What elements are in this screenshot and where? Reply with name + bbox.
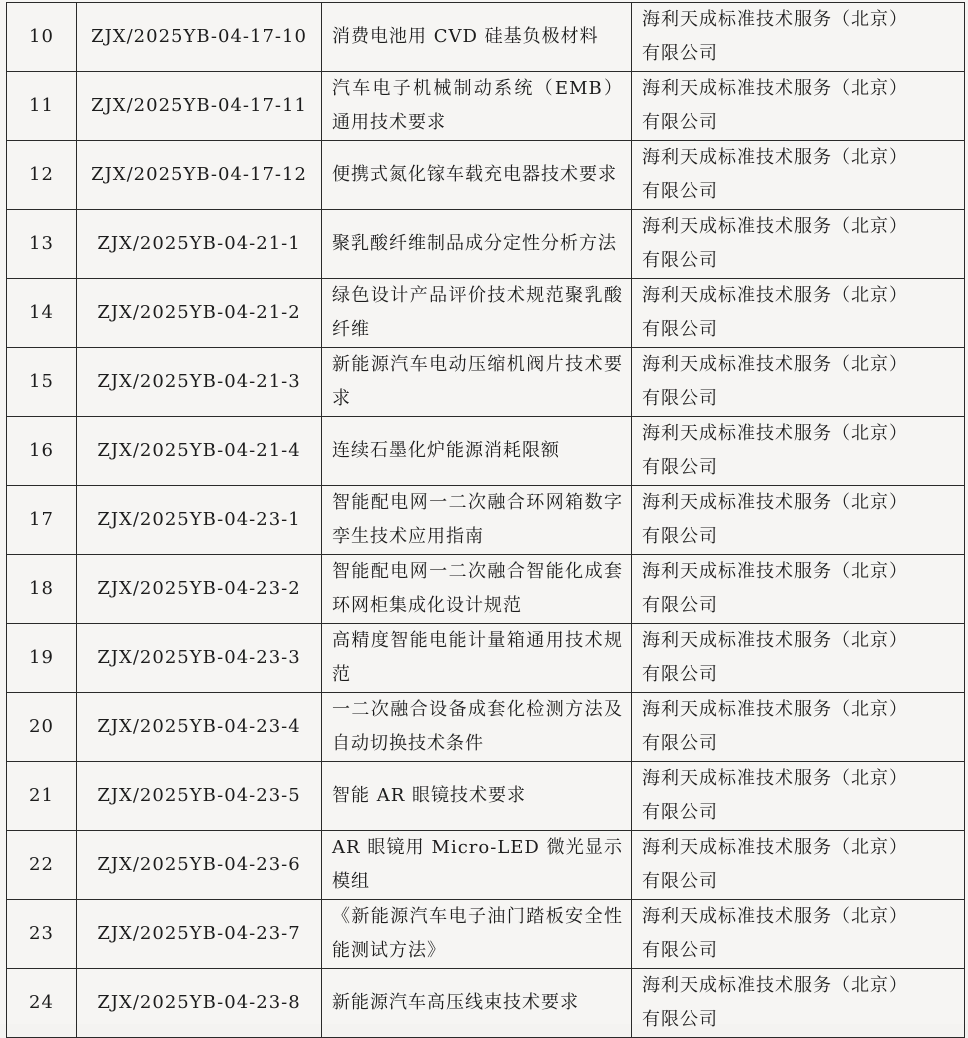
organization-line1: 海利天成标准技术服务（北京） xyxy=(642,78,908,99)
organization xyxy=(632,417,965,486)
standard-name: 智能配电网一二次融合智能化成套环网柜集成化设计规范 xyxy=(322,555,632,624)
organization-line1: 海利天成标准技术服务（北京） xyxy=(642,975,908,996)
table-row xyxy=(7,210,965,279)
organization-line2: 有限公司 xyxy=(642,457,718,478)
standard-name: 绿色设计产品评价技术规范聚乳酸纤维 xyxy=(322,279,632,348)
row-number: 15 xyxy=(7,348,77,417)
organization-line2: 有限公司 xyxy=(642,802,718,823)
standard-code: ZJX/2025YB-04-21-4 xyxy=(77,417,322,486)
organization-line1: 海利天成标准技术服务（北京） xyxy=(642,216,908,237)
standard-name: 高精度智能电能计量箱通用技术规范 xyxy=(322,624,632,693)
organization-line2: 有限公司 xyxy=(642,733,718,754)
organization xyxy=(632,969,965,1038)
row-number: 19 xyxy=(7,624,77,693)
standard-name: 连续石墨化炉能源消耗限额 xyxy=(322,417,632,486)
organization xyxy=(632,210,965,279)
table-row xyxy=(7,417,965,486)
standard-code: ZJX/2025YB-04-23-2 xyxy=(77,555,322,624)
organization-line2: 有限公司 xyxy=(642,940,718,961)
organization-line2: 有限公司 xyxy=(642,181,718,202)
standard-code: ZJX/2025YB-04-23-7 xyxy=(77,900,322,969)
row-number: 18 xyxy=(7,555,77,624)
table-row xyxy=(7,279,965,348)
table-row xyxy=(7,555,965,624)
organization xyxy=(632,624,965,693)
standard-code: ZJX/2025YB-04-23-5 xyxy=(77,762,322,831)
standard-name: 智能 AR 眼镜技术要求 xyxy=(322,762,632,831)
organization-line2: 有限公司 xyxy=(642,112,718,133)
organization-line2: 有限公司 xyxy=(642,388,718,409)
row-number: 16 xyxy=(7,417,77,486)
row-number: 14 xyxy=(7,279,77,348)
standard-code: ZJX/2025YB-04-23-1 xyxy=(77,486,322,555)
standard-name: 新能源汽车电动压缩机阀片技术要求 xyxy=(322,348,632,417)
row-number: 22 xyxy=(7,831,77,900)
organization-line1: 海利天成标准技术服务（北京） xyxy=(642,285,908,306)
organization-line2: 有限公司 xyxy=(642,250,718,271)
organization-line1: 海利天成标准技术服务（北京） xyxy=(642,147,908,168)
organization xyxy=(632,555,965,624)
standard-name: 聚乳酸纤维制品成分定性分析方法 xyxy=(322,210,632,279)
standards-table xyxy=(6,2,965,1038)
organization-line1: 海利天成标准技术服务（北京） xyxy=(642,354,908,375)
organization-line1: 海利天成标准技术服务（北京） xyxy=(642,699,908,720)
table-row xyxy=(7,624,965,693)
table-row xyxy=(7,72,965,141)
organization-line2: 有限公司 xyxy=(642,526,718,547)
organization xyxy=(632,348,965,417)
standard-name: 智能配电网一二次融合环网箱数字孪生技术应用指南 xyxy=(322,486,632,555)
standard-name: AR 眼镜用 Micro-LED 微光显示模组 xyxy=(322,831,632,900)
standard-code: ZJX/2025YB-04-21-3 xyxy=(77,348,322,417)
standard-name: 便携式氮化镓车载充电器技术要求 xyxy=(322,141,632,210)
organization xyxy=(632,486,965,555)
organization-line1: 海利天成标准技术服务（北京） xyxy=(642,423,908,444)
organization-line1: 海利天成标准技术服务（北京） xyxy=(642,561,908,582)
organization-line2: 有限公司 xyxy=(642,871,718,892)
standard-name: 消费电池用 CVD 硅基负极材料 xyxy=(322,3,632,72)
standard-code: ZJX/2025YB-04-21-2 xyxy=(77,279,322,348)
organization-line1: 海利天成标准技术服务（北京） xyxy=(642,630,908,651)
standard-name: 新能源汽车高压线束技术要求 xyxy=(322,969,632,1038)
organization-line2: 有限公司 xyxy=(642,595,718,616)
standard-code: ZJX/2025YB-04-23-6 xyxy=(77,831,322,900)
organization xyxy=(632,693,965,762)
row-number: 10 xyxy=(7,3,77,72)
table-row xyxy=(7,762,965,831)
standard-code: ZJX/2025YB-04-23-3 xyxy=(77,624,322,693)
row-number: 11 xyxy=(7,72,77,141)
row-number: 13 xyxy=(7,210,77,279)
organization xyxy=(632,141,965,210)
standard-code: ZJX/2025YB-04-23-4 xyxy=(77,693,322,762)
organization xyxy=(632,900,965,969)
organization xyxy=(632,762,965,831)
table-row xyxy=(7,693,965,762)
standard-code: ZJX/2025YB-04-17-10 xyxy=(77,3,322,72)
organization xyxy=(632,72,965,141)
table-row xyxy=(7,969,965,1038)
standards-table-body xyxy=(7,3,965,1038)
standard-name: 《新能源汽车电子油门踏板安全性能测试方法》 xyxy=(322,900,632,969)
row-number: 17 xyxy=(7,486,77,555)
organization-line2: 有限公司 xyxy=(642,319,718,340)
row-number: 23 xyxy=(7,900,77,969)
table-row xyxy=(7,486,965,555)
organization-line1: 海利天成标准技术服务（北京） xyxy=(642,906,908,927)
table-row xyxy=(7,831,965,900)
standard-code: ZJX/2025YB-04-17-11 xyxy=(77,72,322,141)
standard-code: ZJX/2025YB-04-17-12 xyxy=(77,141,322,210)
row-number: 12 xyxy=(7,141,77,210)
row-number: 21 xyxy=(7,762,77,831)
organization-line1: 海利天成标准技术服务（北京） xyxy=(642,9,908,30)
standard-name: 一二次融合设备成套化检测方法及自动切换技术条件 xyxy=(322,693,632,762)
row-number: 24 xyxy=(7,969,77,1038)
organization-line1: 海利天成标准技术服务（北京） xyxy=(642,837,908,858)
table-row xyxy=(7,348,965,417)
standard-code: ZJX/2025YB-04-23-8 xyxy=(77,969,322,1038)
table-row xyxy=(7,141,965,210)
organization-line2: 有限公司 xyxy=(642,664,718,685)
standard-name: 汽车电子机械制动系统（EMB）通用技术要求 xyxy=(322,72,632,141)
table-row xyxy=(7,900,965,969)
standard-code: ZJX/2025YB-04-21-1 xyxy=(77,210,322,279)
organization-line1: 海利天成标准技术服务（北京） xyxy=(642,492,908,513)
organization-line2: 有限公司 xyxy=(642,1009,718,1030)
organization-line2: 有限公司 xyxy=(642,43,718,64)
organization xyxy=(632,3,965,72)
organization-line1: 海利天成标准技术服务（北京） xyxy=(642,768,908,789)
organization xyxy=(632,279,965,348)
organization xyxy=(632,831,965,900)
table-row xyxy=(7,3,965,72)
row-number: 20 xyxy=(7,693,77,762)
